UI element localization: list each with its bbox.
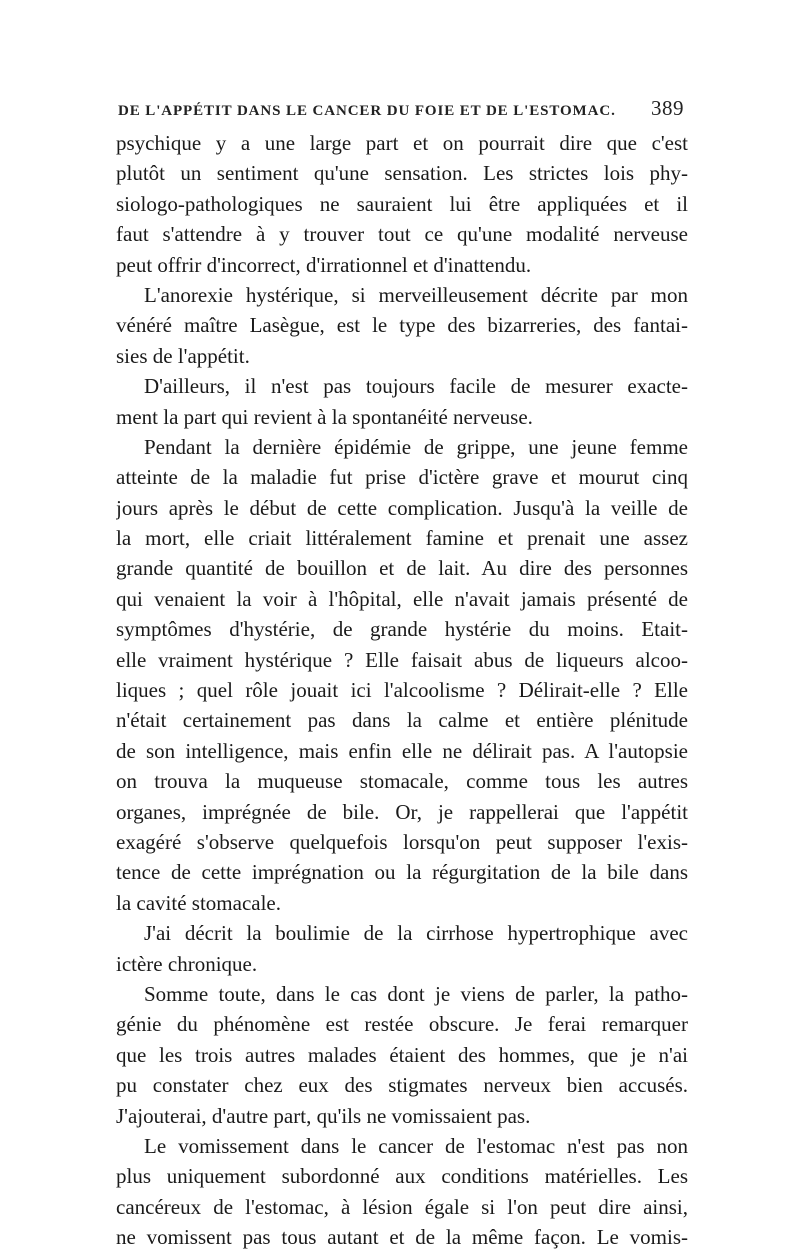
text-line: tence de cette imprégnation ou la régurgitation de la bile dans (116, 860, 688, 885)
text-line: n'était certainement pas dans la calme et entière plénitude (116, 708, 688, 733)
text-line: symptômes d'hystérie, de grande hystérie du moins. Etait- (116, 617, 688, 642)
text-line: D'ailleurs, il n'est pas toujours facile de mesurer exacte- (144, 374, 688, 399)
text-line: de son intelligence, mais enfin elle ne délirait pas. A l'autopsie (116, 738, 688, 763)
text-line: Le vomissement dans le cancer de l'estomac n'est pas non (144, 1133, 688, 1158)
text-line: atteinte de la maladie fut prise d'ictère grave et mourut cinq (116, 465, 688, 490)
text-line: Somme toute, dans le cas dont je viens de parler, la patho- (144, 981, 688, 1006)
text-line: que les trois autres malades étaient des hommes, que je n'ai (116, 1042, 688, 1067)
text-line: jours après le début de cette complication. Jusqu'à la veille de (116, 495, 688, 520)
text-line: faut s'attendre à y trouver tout ce qu'une modalité nerveuse (116, 222, 688, 247)
text-line: J'ajouterai, d'autre part, qu'ils ne vomissaient pas. (116, 1103, 531, 1128)
text-line: grande quantité de bouillon et de lait. Au dire des personnes (116, 556, 688, 581)
page-number: 389 (651, 96, 684, 120)
text-line: la mort, elle criait littéralement famine et prenait une assez (116, 526, 688, 551)
body-text (116, 128, 688, 1252)
text-line: pu constater chez eux des stigmates nerveux bien accusés. (116, 1073, 688, 1098)
text-line: siologo-pathologiques ne sauraient lui être appliquées et il (116, 191, 688, 216)
text-line: Pendant la dernière épidémie de grippe, une jeune femme (144, 434, 688, 459)
text-line: ictère chronique. (116, 951, 258, 976)
text-line: cancéreux de l'estomac, à lésion égale si l'on peut dire ainsi, (116, 1194, 688, 1219)
text-line: la cavité stomacale. (116, 890, 281, 915)
text-line: psychique y a une large part et on pourrait dire que c'est (116, 131, 688, 155)
running-title: DE L'APPÉTIT DANS LE CANCER DU FOIE ET DE L'ESTOMAC. (118, 103, 616, 119)
text-line: vénéré maître Lasègue, est le type des bizarreries, des fantai- (116, 313, 688, 338)
text-line: exagéré s'observe quelquefois lorsqu'on peut supposer l'exis- (116, 829, 688, 854)
text-line: plus uniquement subordonné aux conditions matérielles. Les (116, 1164, 688, 1189)
text-line: sies de l'appétit. (116, 343, 250, 368)
text-line: J'ai décrit la boulimie de la cirrhose hypertrophique avec (144, 921, 688, 946)
text-line: qui venaient la voir à l'hôpital, elle n'avait jamais présenté de (116, 586, 688, 611)
text-line: L'anorexie hystérique, si merveilleusement décrite par mon (144, 282, 688, 307)
text-line: elle vraiment hystérique ? Elle faisait abus de liqueurs alcoo- (116, 647, 688, 672)
text-line: ne vomissent pas tous autant et de la même façon. Le vomis- (116, 1225, 688, 1250)
text-line: ment la part qui revient à la spontanéité nerveuse. (116, 404, 533, 429)
text-line: génie du phénomène est restée obscure. Je ferai remarquer (116, 1012, 688, 1037)
text-line: on trouva la muqueuse stomacale, comme tous les autres (116, 769, 688, 794)
text-line: plutôt un sentiment qu'une sensation. Les strictes lois phy- (116, 161, 688, 186)
page-header (118, 96, 684, 122)
text-line: organes, imprégnée de bile. Or, je rappellerai que l'appétit (116, 799, 688, 824)
text-line: peut offrir d'incorrect, d'irrationnel et d'inattendu. (116, 252, 532, 277)
text-line: liques ; quel rôle jouait ici l'alcoolisme ? Délirait-elle ? Elle (116, 678, 688, 703)
